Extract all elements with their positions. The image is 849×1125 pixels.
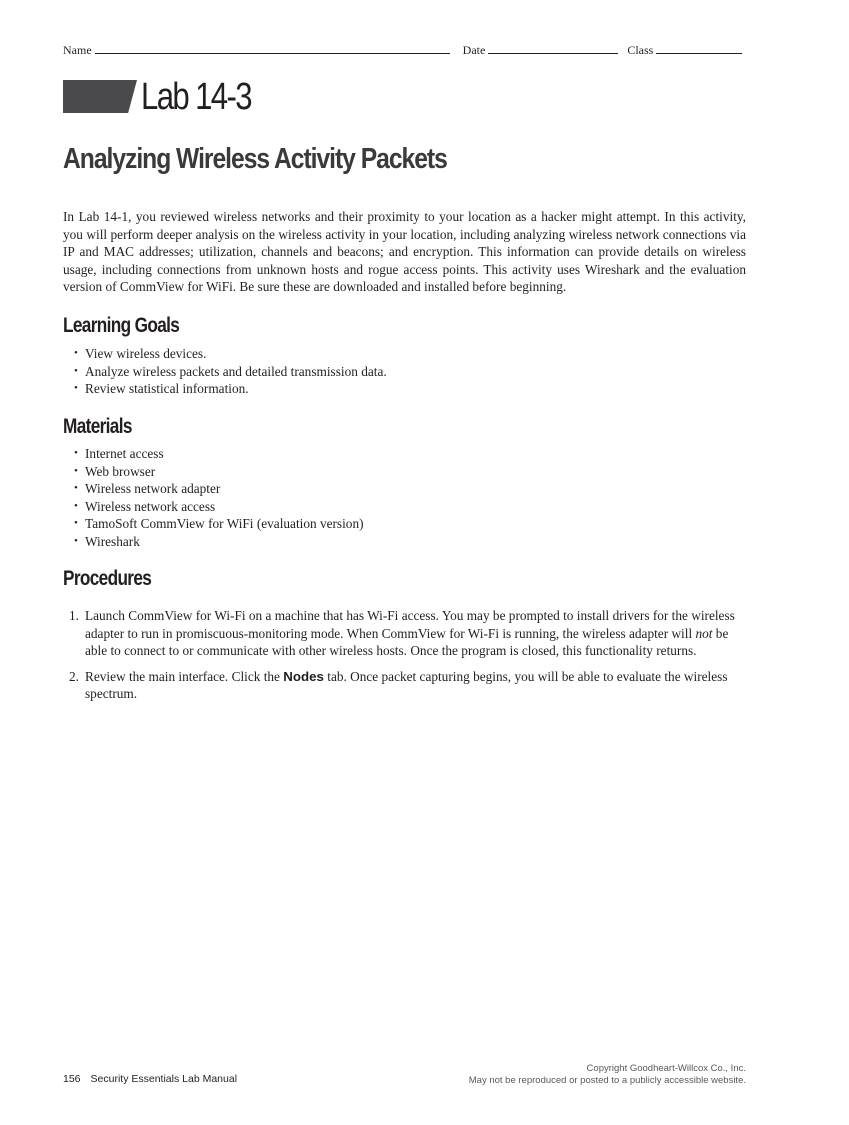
date-field xyxy=(463,43,619,58)
procedure-step-2 xyxy=(63,668,746,703)
step-text: Launch CommView for Wi-Fi on a machine that has Wi-Fi access. You may be prompted to install drivers for the wireless adapter to run in promiscuous-monitoring mode. When CommView for Wi-Fi is running, the wireless adapter will xyxy=(85,608,735,641)
step-text: Review the main interface. Click the xyxy=(85,668,284,684)
copyright-line: Copyright Goodheart-Willcox Co., Inc. xyxy=(586,1063,746,1074)
page-title: Analyzing Wireless Activity Packets xyxy=(63,143,447,175)
step-number: 1. xyxy=(69,608,79,623)
step-emphasis: not xyxy=(695,625,713,641)
list-item: • Wireless network access xyxy=(74,498,364,516)
page-footer-left xyxy=(63,1073,237,1085)
name-blank-line xyxy=(95,43,450,54)
learning-goals-heading: Learning Goals xyxy=(63,314,180,337)
class-blank-line xyxy=(656,43,742,54)
list-item: • Internet access xyxy=(74,445,364,463)
list-item: • Web browser xyxy=(74,463,364,481)
list-item: • Wireless network adapter xyxy=(74,480,364,498)
class-label: Class xyxy=(627,43,654,57)
class-field xyxy=(627,43,742,58)
list-item: • Review statistical information. xyxy=(74,380,387,398)
step-text: be able to connect to or communicate with other wireless hosts. Once the program is closed, this functionality returns. xyxy=(85,625,729,658)
step-number: 2. xyxy=(69,668,79,684)
student-info-header xyxy=(63,43,753,58)
book-title: Security Essentials Lab Manual xyxy=(90,1073,238,1085)
name-field xyxy=(63,43,450,58)
page-number: 156 xyxy=(63,1073,81,1085)
list-item: • Wireshark xyxy=(74,533,364,551)
lab-number: Lab 14-3 xyxy=(141,76,251,118)
lab-badge-shape xyxy=(63,80,137,113)
materials-heading: Materials xyxy=(63,415,132,438)
intro-paragraph: In Lab 14-1, you reviewed wireless networks and their proximity to your location as a hacker might attempt. In this activity, you will perform deeper analysis on the wireless activity in your location, including analyzing wireless network connections via IP and MAC addresses; utilization, channels and beacons; and encryption. This information can provide details on wireless usage, including connections from unknown hosts and rogue access points. This activity uses Wireshark and the evaluation version of CommView for WiFi. Be sure these are downloaded and installed before beginning. xyxy=(63,209,746,294)
procedures-list xyxy=(63,607,746,711)
procedures-heading: Procedures xyxy=(63,567,152,590)
list-item: • Analyze wireless packets and detailed transmission data. xyxy=(74,363,387,381)
nodes-tab-reference: Nodes xyxy=(283,668,324,684)
list-item: • View wireless devices. xyxy=(74,345,387,363)
name-label: Name xyxy=(63,43,92,57)
copyright-line: May not be reproduced or posted to a publicly accessible website. xyxy=(468,1075,746,1086)
date-label: Date xyxy=(462,43,486,57)
step-text: tab. Once packet capturing begins, you will be able to evaluate the wireless spectrum. xyxy=(85,668,728,701)
copyright-notice xyxy=(469,1063,746,1087)
learning-goals-list xyxy=(74,345,387,398)
procedure-step-1 xyxy=(63,607,746,660)
date-blank-line xyxy=(488,43,618,54)
materials-list xyxy=(74,445,364,550)
list-item: • TamoSoft CommView for WiFi (evaluation version) xyxy=(74,515,364,533)
